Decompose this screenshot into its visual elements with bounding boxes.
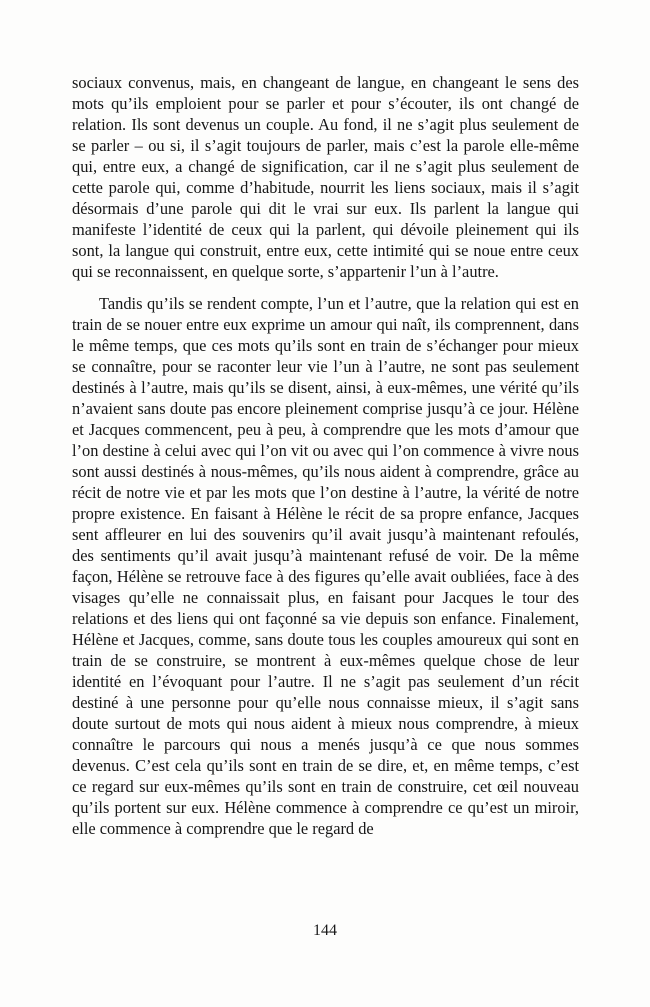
page-number: 144: [313, 922, 337, 939]
paragraph-continuation: sociaux convenus, mais, en changeant de langue, en changeant le sens des mots qu’ils emploient pour se parler et pour s’écouter, ils ont changé de relation. Ils sont devenus un couple. Au fond, il ne s’agit plus seulement de se parler – ou si, il s’agit toujours de parler, mais c’est la parole elle-même qui, entre eux, a changé de signification, car il ne s’agit plus seulement de cette parole qui, comme d’habitude, nourrit les liens sociaux, mais il s’agit désormais d’une parole qui dit le vrai sur eux. Ils parlent la langue qui manifeste l’identité de ceux qui la parlent, qui dévoile pleinement qui ils sont, la langue qui construit, entre eux, cette intimité qui se noue entre ceux qui se reconnaissent, en quelque sorte, s’appartenir l’un à l’autre.: [72, 73, 579, 281]
paragraph-tandis: Tandis qu’ils se rendent compte, l’un et l’autre, que la relation qui est en train de se nouer entre eux exprime un amour qui naît, ils comprennent, dans le même temps, que ces mots qu’ils sont en train de s’échanger pour mieux se connaître, pour se raconter leur vie l’un à l’autre, ne sont pas seulement destinés à l’autre, mais qu’ils se disent, ainsi, à eux-mêmes, une vérité qu’ils n’avaient sans doute pas encore pleinement comprise jusqu’à ce jour. Hélène et Jacques commencent, peu à peu, à comprendre que les mots d’amour que l’on destine à celui avec qui l’on vit ou avec qui l’on commence à vivre nous sont aussi destinés à nous-mêmes, qu’ils nous aident à comprendre, grâce au récit de notre vie et par les mots que l’on destine à l’autre, la vérité de notre propre existence. En faisant à Hélène le récit de sa propre enfance, Jacques sent affleurer en lui des souvenirs qu’il avait jusqu’à maintenant refoulés, des sentiments qu’il avait jusqu’à maintenant refusé de voir. De la même façon, Hélène se retrouve face à des figures qu’elle avait oubliées, face à des visages qu’elle ne connaissait plus, en faisant pour Jacques le tour des relations et des liens qui ont façonné sa vie depuis son enfance. Finalement, Hélène et Jacques, comme, sans doute tous les couples amoureux qui sont en train de se construire, se montrent à eux-mêmes quelque chose de leur identité en l’évoquant pour l’autre. Il ne s’agit pas seulement d’un récit destiné à une personne pour qu’elle nous connaisse mieux, il s’agit sans doute surtout de mots qui nous aident à mieux nous comprendre, à mieux connaître le parcours qui nous a menés jusqu’à ce que nous sommes devenus. C’est cela qu’ils sont en train de se dire, et, en même temps, c’est ce regard sur eux-mêmes qu’ils sont en train de construire, cet œil nouveau qu’ils portent sur eux. Hélène commence à comprendre ce qu’est un miroir, elle commence à comprendre que le regard de: [72, 294, 579, 838]
page-text-block: [72, 72, 579, 839]
